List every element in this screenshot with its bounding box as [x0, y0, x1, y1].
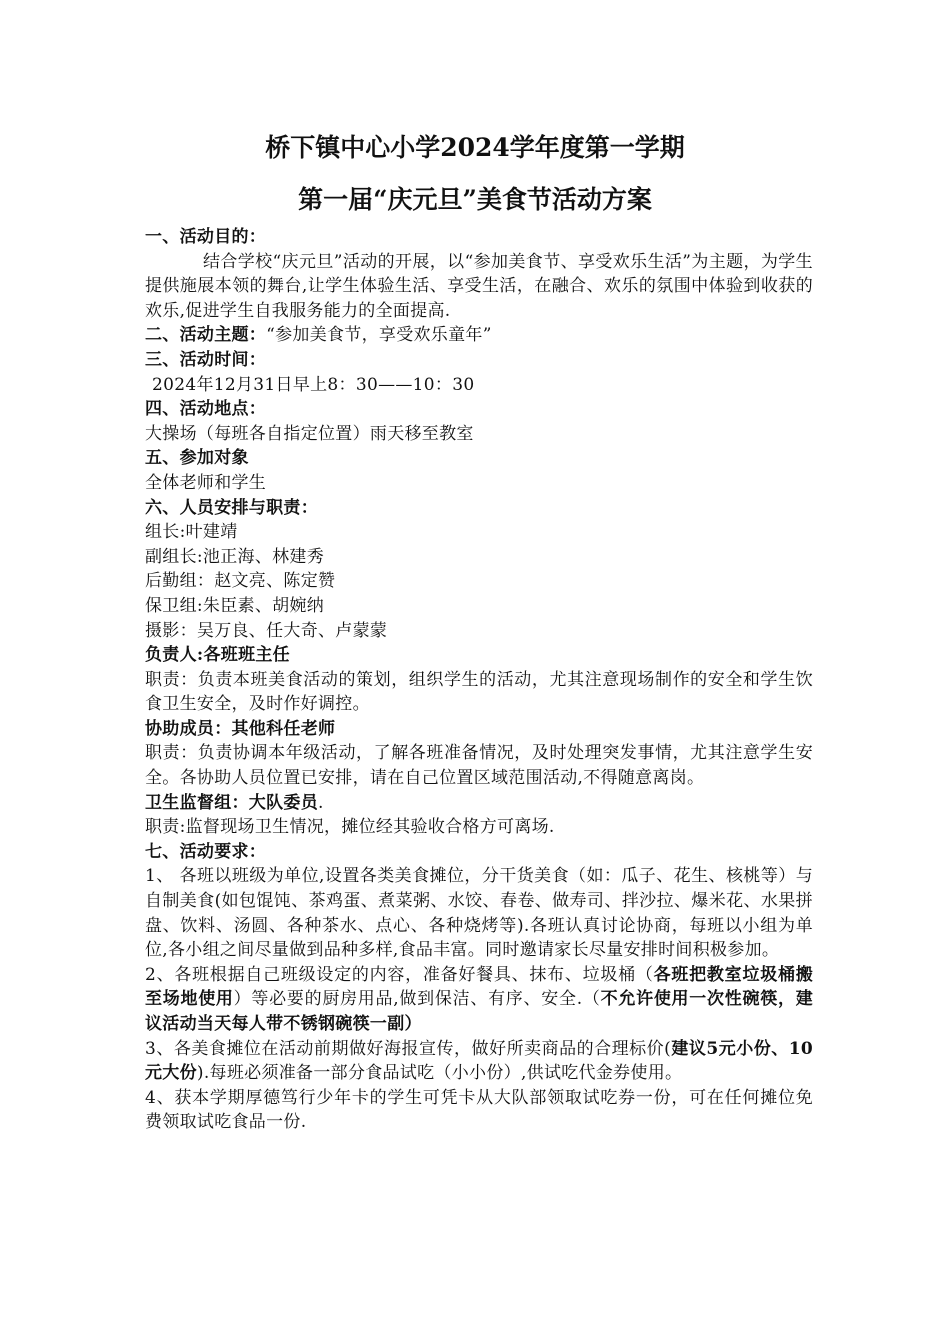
role-duty: 职责：负责协调本年级活动，了解各班准备情况，及时处理突发事情，尤其注意学生安全。各协助人员位置已安排，请在自己位置区域范围活动,不得随意离岗。 — [145, 743, 813, 789]
section-purpose-heading: 一、活动目的： — [145, 227, 267, 247]
bold-run: 各班把教室垃圾桶搬至场地使用 — [145, 964, 814, 1010]
text-run: ).每班必须准备一部分食品试吃（小小份）,供试吃代金券使用。 — [196, 1063, 683, 1084]
requirement-item-4: 4、获本学期厚德笃行少年卡的学生可凭卡从大队部领取试吃券一份，可在任何摊位免费领取试吃食品一份. — [145, 1087, 813, 1133]
bold-run: 不允许使用一次性碗筷，建议活动当天每人带不锈钢碗筷一副 — [145, 989, 813, 1034]
staff-line: 后勤组：赵文亮、陈定赞 — [145, 571, 336, 592]
bold-run: 建议5元小份、10元大份 — [145, 1038, 814, 1084]
section-participants-value: 全体老师和学生 — [145, 472, 267, 493]
role-title-suffix: . — [318, 792, 324, 813]
document-title-line2: 第一届“庆元旦”美食节活动方案 — [298, 185, 652, 214]
section-theme-heading: 二、活动主题： — [145, 325, 267, 346]
role-title-line — [145, 791, 813, 816]
requirement-item-2 — [145, 963, 813, 1037]
document-title-line1: 桥下镇中心小学2024学年度第一学期 — [265, 133, 685, 162]
section-theme — [145, 323, 813, 348]
text-run: 3、各美食摊位在活动前期做好海报宣传，做好所卖商品的合理标价( — [145, 1038, 672, 1059]
text-run: ） — [404, 1014, 422, 1034]
role-title: 卫生监督组：大队委员 — [145, 792, 318, 813]
document-body — [145, 225, 813, 1135]
section-location-value: 大操场（每班各自指定位置）雨天移至教室 — [145, 423, 474, 444]
section-purpose-body: 结合学校“庆元旦”活动的开展，以“参加美食节、享受欢乐生活”为主题，为学生提供施展本领的舞台,让学生体验生活、享受生活，在融合、欢乐的氛围中体验到收获的欢乐,促进学生自我服务能力的全面提高. — [145, 251, 813, 321]
section-time-heading: 三、活动时间： — [145, 349, 267, 370]
section-requirements-heading: 七、活动要求： — [145, 841, 267, 862]
staff-line: 保卫组:朱臣素、胡婉纳 — [145, 595, 325, 616]
staff-line: 组长:叶建靖 — [145, 522, 238, 543]
section-staff-heading: 六、人员安排与职责： — [145, 497, 318, 518]
requirement-item-1: 1、 各班以班级为单位,设置各类美食摊位，分干货美食（如：瓜子、花生、核桃等）与自制美食(如包馄饨、茶鸡蛋、煮菜粥、水饺、春卷、做寿司、拌沙拉、爆米花、水果拼盘、饮料、汤圆、各种茶水、点心、各种烧烤等).各班认真讨论协商，每班以小组为单位,各小组之间尽量做到品种多样,食品丰富。同时邀请家长尽量安排时间积极参加。 — [145, 866, 813, 961]
staff-line: 摄影：吴万良、任大奇、卢蒙蒙 — [145, 620, 388, 641]
text-run: 2、各班根据自己班级设定的内容，准备好餐具、抹布、垃圾桶（ — [145, 964, 654, 985]
section-theme-value: “参加美食节，享受欢乐童年” — [266, 325, 492, 346]
role-duty: 职责:监督现场卫生情况，摊位经其验收合格方可离场. — [145, 817, 555, 838]
section-time-value: 2024年12月31日早上8：30——10：30 — [152, 374, 475, 395]
role-duty: 职责：负责本班美食活动的策划，组织学生的活动，尤其注意现场制作的安全和学生饮食卫生安全，及时作好调控。 — [145, 669, 813, 715]
requirement-item-3 — [145, 1037, 813, 1086]
section-participants-heading: 五、参加对象 — [145, 448, 249, 469]
section-location-heading: 四、活动地点： — [145, 399, 267, 420]
role-title: 负责人:各班班主任 — [145, 645, 290, 666]
staff-line: 副组长:池正海、林建秀 — [145, 546, 325, 567]
text-run: ）等必要的厨房用品,做到保洁、有序、安全.（ — [233, 989, 601, 1010]
role-title: 协助成员：其他科任老师 — [145, 718, 336, 739]
